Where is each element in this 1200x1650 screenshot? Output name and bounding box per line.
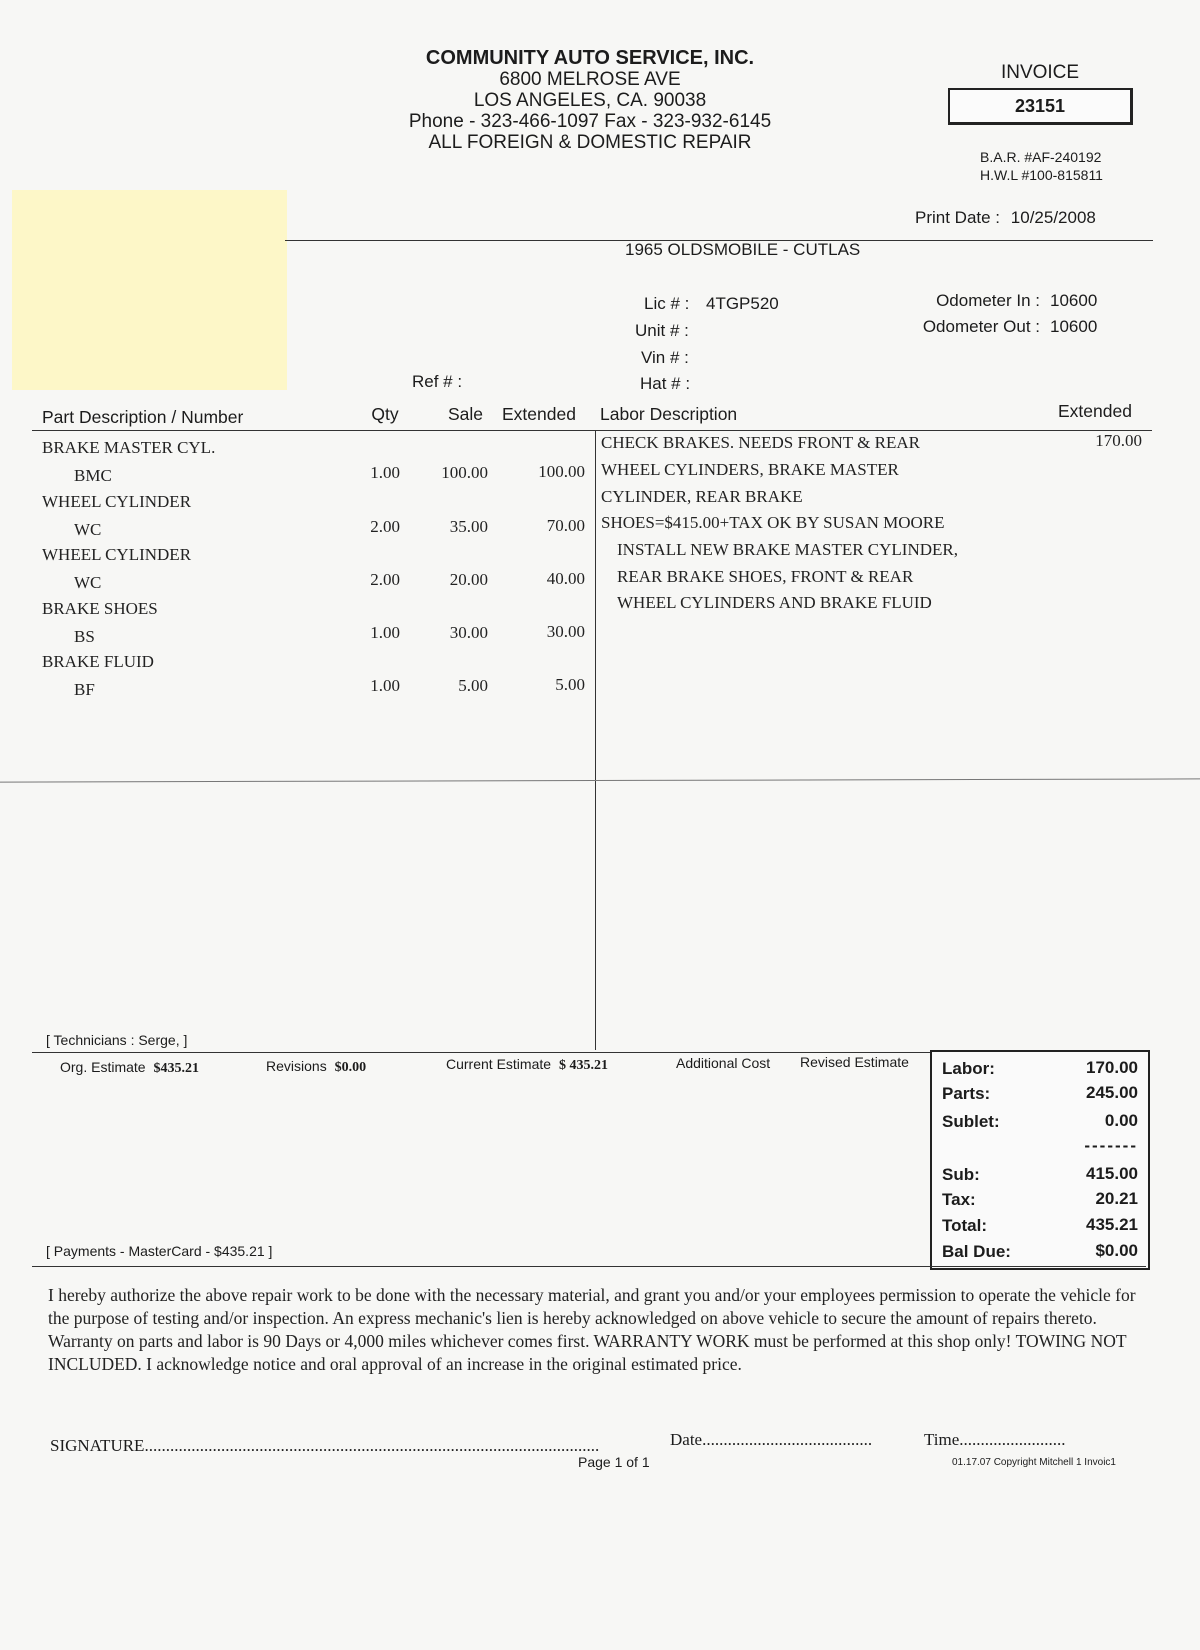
col-part-description: Part Description / Number: [42, 407, 244, 427]
current-estimate-label: Current Estimate: [446, 1056, 552, 1072]
col-sale: Sale: [448, 404, 484, 424]
vehicle-description: 1965 OLDSMOBILE - CUTLAS: [625, 240, 861, 259]
subtotal-label: Sub:: [942, 1165, 980, 1184]
part-qty: 2.00: [370, 570, 400, 589]
company-address-line2: LOS ANGELES, CA. 90038: [473, 90, 707, 111]
part-description: BRAKE MASTER CYL.: [42, 438, 216, 457]
labor-line: CYLINDER, REAR BRAKE: [601, 487, 803, 506]
part-extended: 100.00: [538, 462, 585, 481]
date-line: Date........................................: [670, 1430, 873, 1449]
labor-total-label: Labor:: [942, 1059, 995, 1078]
divider-middle: [0, 778, 1200, 782]
bar-number: B.A.R. #AF-240192: [980, 149, 1102, 165]
part-number: WC: [74, 520, 102, 539]
part-description: WHEEL CYLINDER: [42, 492, 192, 511]
parts-total-value: 245.00: [1086, 1083, 1138, 1102]
print-date: [915, 208, 1096, 228]
page-number: Page 1 of 1: [578, 1454, 650, 1470]
labor-extended: 170.00: [1095, 431, 1142, 450]
labor-line: SHOES=$415.00+TAX OK BY SUSAN MOORE: [601, 513, 945, 532]
sublet-value: 0.00: [1104, 1111, 1138, 1130]
current-estimate-value: $ 435.21: [558, 1058, 608, 1073]
balance-due-value: $0.00: [1095, 1241, 1138, 1260]
ref-label: Ref # :: [412, 372, 463, 391]
revisions: [266, 1058, 366, 1076]
odometer-in-value: 10600: [1050, 291, 1098, 310]
part-number: BS: [74, 627, 95, 646]
vin-label: Vin # :: [641, 348, 689, 367]
revised-estimate-label: Revised Estimate: [800, 1054, 909, 1070]
org-estimate-label: Org. Estimate: [60, 1059, 146, 1075]
org-estimate: [60, 1059, 199, 1077]
col-labor-extended: Extended: [1058, 401, 1132, 421]
tax-label: Tax:: [942, 1190, 976, 1209]
current-estimate: [446, 1056, 608, 1074]
company-phone-fax: Phone - 323-466-1097 Fax - 323-932-6145: [408, 111, 772, 132]
technicians: [ Technicians : Serge, ]: [46, 1032, 188, 1048]
labor-line: REAR BRAKE SHOES, FRONT & REAR: [617, 567, 914, 586]
part-sale: 35.00: [449, 517, 488, 536]
sticky-note: [12, 190, 287, 390]
labor-line: WHEEL CYLINDERS, BRAKE MASTER: [601, 460, 899, 479]
part-number: BF: [74, 680, 95, 699]
company-name: COMMUNITY AUTO SERVICE, INC.: [425, 47, 755, 69]
invoice-label: INVOICE: [1000, 62, 1080, 83]
lic-value: 4TGP520: [706, 294, 779, 313]
company-address-line1: 6800 MELROSE AVE: [499, 69, 681, 90]
divider-estimate: [32, 1052, 930, 1053]
tax-value: 20.21: [1095, 1189, 1138, 1208]
print-date-label: Print Date :: [915, 208, 1001, 227]
subtotal-value: 415.00: [1086, 1164, 1138, 1183]
part-number: BMC: [74, 466, 112, 485]
unit-label: Unit # :: [635, 321, 689, 340]
part-extended: 70.00: [546, 516, 585, 535]
total-value: 435.21: [1086, 1215, 1138, 1234]
balance-due-label: Bal Due:: [942, 1242, 1011, 1261]
totals-box: [930, 1050, 1150, 1270]
odometer-out-value: 10600: [1050, 317, 1098, 336]
copyright: 01.17.07 Copyright Mitchell 1 Invoic1: [952, 1457, 1116, 1468]
parts-total-label: Parts:: [942, 1084, 991, 1103]
license-block: [980, 148, 1103, 184]
odometer-in-label: Odometer In :: [936, 291, 1040, 310]
company-header: [340, 48, 840, 153]
labor-line: WHEEL CYLINDERS AND BRAKE FLUID: [617, 593, 932, 612]
labor-line: INSTALL NEW BRAKE MASTER CYLINDER,: [617, 540, 958, 559]
payments: [ Payments - MasterCard - $435.21 ]: [46, 1243, 273, 1259]
col-labor-description: Labor Description: [600, 404, 738, 424]
labor-total-value: 170.00: [1086, 1058, 1138, 1077]
part-number: WC: [74, 573, 102, 592]
part-extended: 30.00: [546, 622, 585, 641]
signature-line: SIGNATURE...........................................................................................................: [50, 1436, 600, 1455]
company-tagline: ALL FOREIGN & DOMESTIC REPAIR: [428, 132, 752, 153]
invoice-number: 23151: [948, 88, 1133, 125]
org-estimate-value: $435.21: [153, 1061, 199, 1076]
part-qty: 1.00: [370, 463, 400, 482]
part-qty: 2.00: [370, 517, 400, 536]
totals-divider: -------: [1084, 1136, 1138, 1155]
part-sale: 30.00: [449, 623, 488, 642]
sublet-label: Sublet:: [942, 1112, 1000, 1131]
part-description: BRAKE SHOES: [42, 599, 158, 618]
lic-label: Lic # :: [644, 294, 690, 313]
part-sale: 5.00: [458, 676, 488, 695]
part-qty: 1.00: [370, 623, 400, 642]
additional-cost-label: Additional Cost: [676, 1055, 771, 1071]
divider-bottom: [32, 1266, 1146, 1267]
revisions-value: $0.00: [334, 1060, 367, 1075]
part-sale: 20.00: [449, 570, 488, 589]
hwl-number: H.W.L #100-815811: [980, 167, 1103, 183]
hat-label: Hat # :: [640, 374, 691, 393]
time-line: Time.........................: [924, 1430, 1066, 1449]
part-description: BRAKE FLUID: [42, 652, 154, 671]
part-sale: 100.00: [441, 463, 488, 482]
labor-line: CHECK BRAKES. NEEDS FRONT & REAR: [601, 433, 920, 452]
odometer-out-label: Odometer Out :: [922, 317, 1040, 336]
part-extended: 5.00: [555, 675, 585, 694]
part-extended: 40.00: [546, 569, 585, 588]
revisions-label: Revisions: [266, 1058, 327, 1074]
col-qty: Qty: [371, 404, 399, 424]
total-label: Total:: [942, 1216, 988, 1235]
divider-vertical: [595, 430, 596, 1050]
part-qty: 1.00: [370, 676, 400, 695]
print-date-value: 10/25/2008: [1010, 208, 1096, 227]
authorization-text: I hereby authorize the above repair work to be done with the necessary material, and grant you and/or your employees permission to operate the vehicle for the purpose of testing and/or inspection. An express mechanic's lien is hereby acknowledged on above vehicle to secure the amount of repairs thereto. Warranty on parts and labor is 90 Days or 4,000 miles whichever comes first. WARRANTY WORK must be performed at this shop only! TOWING NOT INCLUDED. I acknowledge notice and oral approval of an increase in the original estimated price.: [48, 1285, 1136, 1374]
part-description: WHEEL CYLINDER: [42, 545, 192, 564]
col-extended: Extended: [502, 404, 576, 424]
divider-header: [32, 430, 1152, 431]
